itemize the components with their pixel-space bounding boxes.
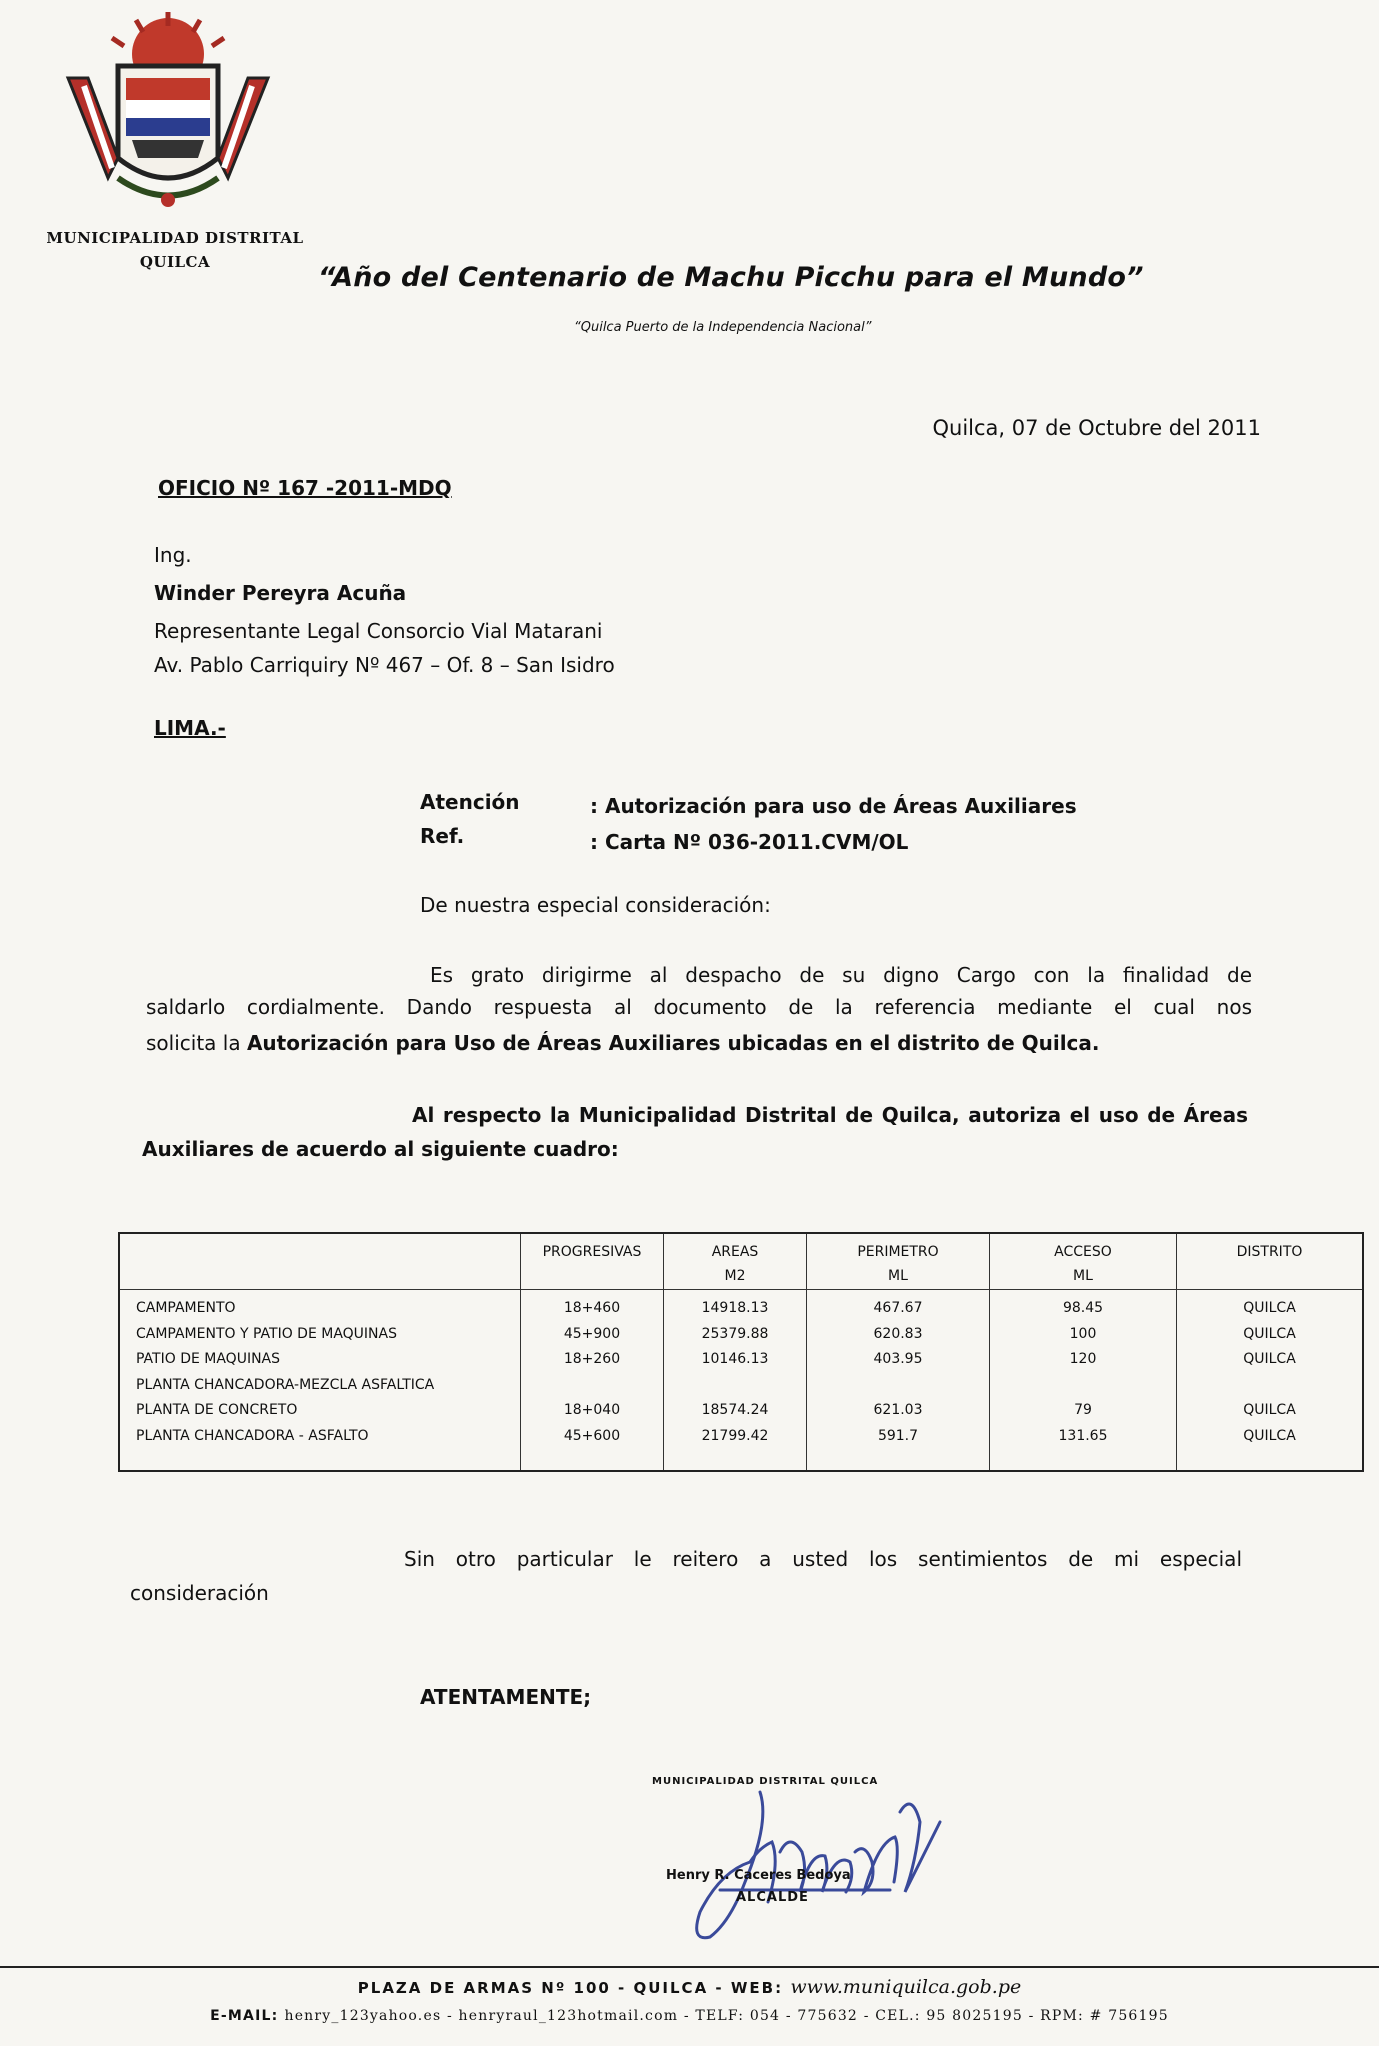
areas-table [118,1232,1364,1472]
cell-perimetro: 591.7 [877,1427,919,1444]
paragraph-2-line-2: Auxiliares de acuerdo al siguiente cuadro: [142,1137,619,1161]
footer-contact [0,2008,1379,2024]
cell-progresiva: 18+040 [563,1402,621,1418]
footer-contact-text: henry_123yahoo.es - henryraul_123hotmail.com - TELF: 054 - 775632 - CEL.: 95 8025195 - RPM: # 756195 [284,2008,1169,2024]
municipality-name [0,226,350,274]
stamp-name: Henry R. Caceres Bedoya [666,1868,851,1883]
cell-perimetro [808,1373,988,1399]
recipient-name: Winder Pereyra Acuña [154,581,407,605]
paragraph-1-line-3-start: solicita la [146,1031,247,1055]
header-label: AREAS [711,1244,759,1260]
header-label: DISTRITO [1236,1244,1303,1260]
ref-label: Ref. [420,824,465,848]
recipient-city-text: LIMA.- [154,716,226,740]
header-unit: ML [888,1268,908,1284]
cell-acceso: 120 [1069,1351,1097,1367]
cell-acceso: 100 [1069,1325,1097,1342]
cell-acceso: 131.65 [1058,1427,1108,1444]
cell-progresiva: 45+600 [563,1427,621,1444]
paragraph-1-line-2: saldarlo cordialmente. Dando respuesta al documento de la referencia mediante el cual nos [146,995,1252,1019]
cell-area: 25379.88 [701,1325,769,1342]
attention-label: Atención [420,790,520,814]
sign-off: ATENTAMENTE; [420,1685,592,1709]
header-label: PROGRESIVAS [542,1244,642,1260]
cell-acceso: 79 [1074,1402,1092,1418]
greeting: De nuestra especial consideración: [420,893,771,917]
cell-progresiva: 18+460 [563,1300,621,1316]
footer-address-text: PLAZA DE ARMAS Nº 100 - QUILCA - WEB: [357,1979,784,1997]
attention-value: : Autorización para uso de Áreas Auxiliares [590,794,1077,818]
footer-address [0,1976,1379,1998]
cell-progresiva: 18+260 [563,1351,621,1367]
row-name: PLANTA DE CONCRETO [136,1402,298,1418]
table-header-row [119,1233,1363,1290]
paragraph-1-line-3-bold: Autorización para Uso de Áreas Auxiliares ubicadas en el distrito de Quilca. [246,1031,1100,1055]
recipient-city [154,716,226,740]
table-header-areas [664,1233,807,1290]
table-col-acceso [990,1290,1177,1472]
header-label: ACCESO [1054,1244,1112,1260]
stamp-role: ALCALDE [736,1890,809,1905]
cell-acceso [991,1373,1175,1399]
municipal-seal [48,8,288,222]
cell-area: 10146.13 [701,1351,769,1367]
date-line: Quilca, 07 de Octubre del 2011 [932,416,1261,440]
recipient-address: Av. Pablo Carriquiry Nº 467 – Of. 8 – San Isidro [154,653,615,677]
table-header-perimetro [807,1233,990,1290]
row-name: CAMPAMENTO [136,1300,236,1316]
table-body-row [119,1290,1363,1472]
table-col-perimetro [807,1290,990,1472]
paragraph-2-line-1: Al respecto la Municipalidad Distrital de Quilca, autoriza el uso de Áreas [412,1103,1248,1127]
sub-motto: “Quilca Puerto de la Independencia Nacional” [574,320,872,335]
handwritten-signature [650,1752,980,1952]
cell-perimetro: 620.83 [873,1325,923,1342]
municipality-city: QUILCA [139,253,211,271]
header-unit: M2 [724,1268,746,1284]
header-label: PERIMETRO [857,1244,939,1260]
cell-distrito: QUILCA [1243,1325,1296,1342]
oficio-number: OFICIO Nº 167 -2011-MDQ [158,476,452,500]
year-motto: “Año del Centenario de Machu Picchu para el Mundo” [318,262,1144,293]
cell-distrito [1178,1373,1361,1399]
cell-area: 14918.13 [701,1300,769,1316]
row-name: PLANTA CHANCADORA-MEZCLA ASFALTICA [136,1376,435,1393]
row-name: CAMPAMENTO Y PATIO DE MAQUINAS [136,1325,397,1342]
municipality-label: MUNICIPALIDAD DISTRITAL [46,229,304,247]
cell-acceso: 98.45 [1062,1300,1104,1316]
cell-distrito: QUILCA [1243,1427,1296,1444]
cell-area [665,1373,805,1399]
paragraph-1-line-1: Es grato dirigirme al despacho de su digno Cargo con la finalidad de [430,963,1252,987]
ref-value: : Carta Nº 036-2011.CVM/OL [590,830,909,854]
recipient-role: Representante Legal Consorcio Vial Matarani [154,619,603,643]
table-header-acceso [990,1233,1177,1290]
cell-perimetro: 403.95 [873,1351,923,1367]
footer-contact-label: E-MAIL: [210,2008,279,2024]
closing-line-1: Sin otro particular le reitero a usted los sentimientos de mi especial [404,1547,1242,1571]
cell-perimetro: 621.03 [873,1402,923,1418]
table-col-areas [664,1290,807,1472]
footer-divider [0,1966,1379,1968]
table-header-distrito [1177,1233,1364,1290]
cell-distrito: QUILCA [1243,1351,1296,1367]
closing-line-2: consideración [130,1581,269,1605]
cell-distrito: QUILCA [1243,1402,1296,1418]
table-col-names [119,1290,521,1472]
table-header-blank [119,1233,521,1290]
table-header-progresivas [521,1233,664,1290]
header-unit: ML [1073,1268,1093,1284]
row-name: PATIO DE MAQUINAS [136,1351,281,1367]
stamp-municipality: MUNICIPALIDAD DISTRITAL QUILCA [652,1776,879,1787]
cell-area: 21799.42 [701,1427,769,1444]
cell-area: 18574.24 [701,1402,769,1418]
paragraph-1-line-3 [146,1028,1100,1059]
table-col-progresivas [521,1290,664,1472]
table-col-distrito [1177,1290,1364,1472]
footer-web: www.muniquilca.gob.pe [790,1976,1022,1998]
cell-progresiva: 45+900 [563,1325,621,1342]
cell-progresiva [522,1373,662,1399]
cell-distrito: QUILCA [1243,1300,1296,1316]
row-name: PLANTA CHANCADORA - ASFALTO [136,1427,369,1444]
cell-perimetro: 467.67 [873,1300,923,1316]
recipient-title: Ing. [154,543,192,567]
